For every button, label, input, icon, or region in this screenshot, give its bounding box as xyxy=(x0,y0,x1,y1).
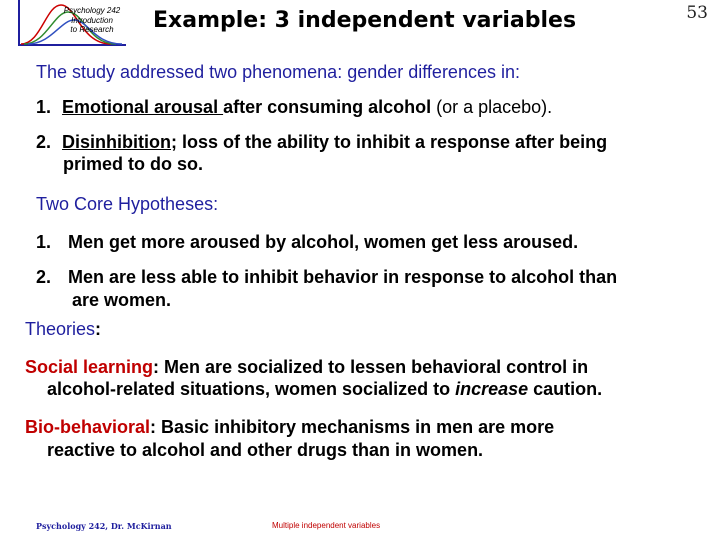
theory-1-line2 xyxy=(47,378,602,400)
page-number: 53 xyxy=(686,3,708,23)
logo-line-3: to Research xyxy=(70,25,114,34)
phenomenon-1-paren: (or a placebo). xyxy=(431,97,553,117)
hypothesis-1-number: 1. xyxy=(36,232,52,252)
phenomenon-1-term: Emotional arousal xyxy=(62,97,224,117)
phenomenon-1 xyxy=(36,96,552,118)
footer-topic: Multiple independent variables xyxy=(272,521,381,530)
phenomenon-2-term: Disinhibition xyxy=(62,132,172,152)
hypotheses-heading: Two Core Hypotheses: xyxy=(36,194,219,214)
hypothesis-1-text: Men get more aroused by alcohol, women get less aroused. xyxy=(68,232,579,252)
theory-bio-behavioral xyxy=(25,416,554,438)
logo-text xyxy=(52,6,132,35)
theory-2-line2: reactive to alcohol and other drugs than in women. xyxy=(47,440,484,460)
logo-line-2: Introduction xyxy=(71,15,113,25)
hypothesis-1 xyxy=(36,231,578,253)
phenomenon-2-number: 2. xyxy=(36,132,52,152)
phenomenon-2 xyxy=(36,131,607,153)
theory-1-line2-emphasis: increase xyxy=(455,379,529,399)
logo-line-1: Psychology 242 xyxy=(63,6,121,15)
hypothesis-2-text-line1: Men are less able to inhibit behavior in response to alcohol than xyxy=(68,267,618,287)
hypothesis-2-number: 2. xyxy=(36,267,52,287)
theory-social-learning xyxy=(25,356,588,378)
theory-2-line1: Basic inhibitory mechanisms in men are more xyxy=(156,417,555,437)
phenomenon-2-rest-line2: primed to do so. xyxy=(63,154,204,174)
theory-1-colon: : xyxy=(153,357,160,377)
phenomenon-1-number: 1. xyxy=(36,97,52,117)
theory-1-name: Social learning xyxy=(25,357,154,377)
phenomenon-2-rest-line1: ; loss of the ability to inhibit a response after being xyxy=(171,132,608,152)
hypothesis-2-text-line2: are women. xyxy=(72,290,172,310)
slide-title: Example: 3 independent variables xyxy=(153,8,577,33)
hypothesis-2 xyxy=(36,266,617,288)
theory-1-line2-post: caution. xyxy=(528,379,603,399)
theories-heading-colon: : xyxy=(95,319,102,339)
theory-2-name: Bio-behavioral xyxy=(25,417,151,437)
theory-2-colon: : xyxy=(150,417,157,437)
footer-course: Psychology 242, Dr. McKirnan xyxy=(36,521,172,531)
phenomenon-1-rest: after consuming alcohol xyxy=(223,97,432,117)
intro-text: The study addressed two phenomena: gender differences in: xyxy=(36,62,520,82)
course-logo xyxy=(16,0,126,46)
theory-1-line2-pre: alcohol-related situations, women socialized to xyxy=(47,379,456,399)
theories-heading-row xyxy=(25,318,101,340)
theory-1-line1: Men are socialized to lessen behavioral control in xyxy=(159,357,589,377)
theories-heading: Theories xyxy=(25,319,96,339)
